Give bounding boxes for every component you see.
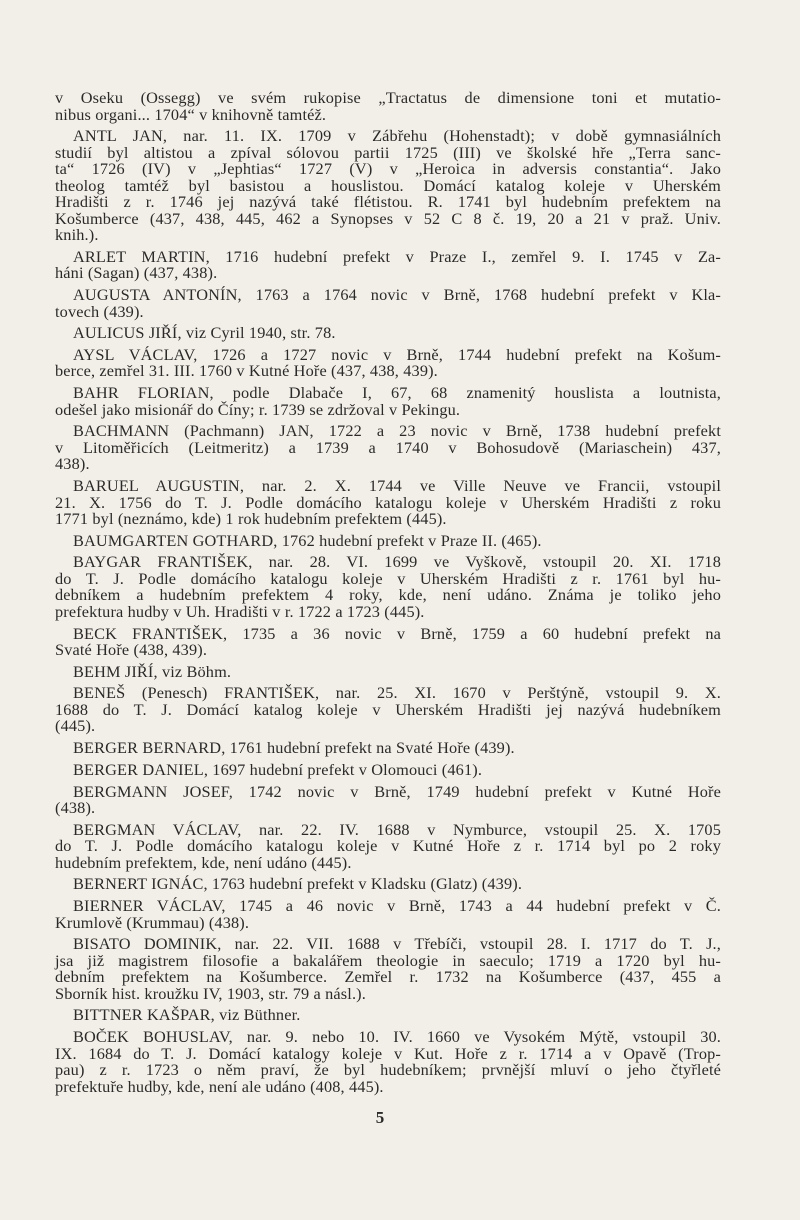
entry-paragraph [55,740,721,757]
entry-paragraph [55,128,721,244]
text-line: BENEŠ (Penesch) FRANTIŠEK, nar. 25. XI. 1670 v Perštýně, vstoupil 9. X. [73,683,721,703]
text-line: BAHR FLORIAN, podle Dlabače I, 67, 68 znamenitý houslista a loutnista, [73,383,721,403]
text-line: AUGUSTA ANTONÍN, 1763 a 1764 novic v Brně, 1768 hudební prefekt v Kla- [73,285,721,305]
text-line: odešel jako misionář do Číny; r. 1739 se zdržoval v Pekingu. [55,399,461,419]
text-line: tovech (439). [55,301,144,321]
text-line: knih.). [55,225,99,245]
text-line: debníkem a hudebním prefektem 4 roky, kde, není udáno. Známa je toliko jeho [55,585,721,605]
text-line: Sborník hist. kroužku IV, 1903, str. 79 a násl.). [55,983,366,1003]
text-line: 21. X. 1756 do T. J. Podle domácího katalogu koleje v Uherském Hradišti z roku [55,492,721,512]
text-line: ANTL JAN, nar. 11. IX. 1709 v Zábřehu (Hohenstadt); v době gymnasiálních [73,126,721,146]
entry-paragraph [55,554,721,620]
entry-paragraph [55,385,721,418]
entry-paragraph [55,1029,721,1095]
text-line: prefektura hudby v Uh. Hradišti v r. 1722 a 1723 (445). [55,601,425,621]
entry-paragraph [55,325,721,342]
text-line: IX. 1684 do T. J. Domácí katalogy koleje v Kut. Hoře z r. 1714 a v Opavě (Trop- [55,1043,721,1063]
text-line: 438). [55,454,90,474]
text-line: Krumlově (Krummau) (438). [55,912,250,932]
text-line: nibus organi... 1704“ v knihovně tamtéž. [55,104,327,124]
text-line: BITTNER KAŠPAR, viz Büthner. [73,1005,301,1025]
text-line: pau) z r. 1723 o něm praví, že byl hudebníkem; prvnější mluví o jeho čtyřleté [55,1060,721,1080]
entry-paragraph [55,623,721,660]
text-line: berce, zemřel 31. III. 1760 v Kutné Hoře (437, 438, 439). [55,361,438,381]
text-line: BERNERT IGNÁC, 1763 hudební prefekt v Kladsku (Glatz) (439). [73,874,523,894]
entry-paragraph [55,759,721,779]
text-line: Košumberce (437, 438, 445, 462 a Synopses v 52 C 8 č. 19, 20 a 21 v praž. Univ. [55,208,721,228]
text-line: jsa již magistrem filosofie a bakalářem theologie in saeculo; 1719 a 1720 byl hu- [55,950,721,970]
text-line: ARLET MARTIN, 1716 hudební prefekt v Praze I., zemřel 9. I. 1745 v Za- [73,246,721,266]
text-line: do T. J. Podle domácího katalogu koleje v Uherském Hradišti z r. 1761 byl hu- [55,568,721,588]
text-line: BERGMAN VÁCLAV, nar. 22. IV. 1688 v Nymburce, vstoupil 25. X. 1705 [73,819,721,839]
entry-paragraph [55,661,721,681]
entry-paragraph [55,423,721,473]
text-line: theolog tamtéž byl basistou a houslistou. Domácí katalog koleje v Uherském [55,175,721,195]
entry-paragraph [55,246,721,283]
text-line: BISATO DOMINIK, nar. 22. VII. 1688 v Třebíči, vstoupil 28. I. 1717 do T. J., [73,934,721,954]
text-line: Hradišti z r. 1746 jej nazývá také flétistou. R. 1741 byl hudebním prefektem na [55,192,721,212]
entry-paragraph [55,781,721,817]
entry-paragraph [55,287,721,320]
page-body [55,90,721,1100]
entry-paragraph [55,898,721,931]
text-line: BIERNER VÁCLAV, 1745 a 46 novic v Brně, 1743 a 44 hudební prefekt v Č. [73,896,721,916]
text-line: 1688 do T. J. Domácí katalog koleje v Uherském Hradišti jej nazývá hudebníkem [55,699,721,719]
entry-paragraph [55,530,721,550]
text-line: BACHMANN (Pachmann) JAN, 1722 a 23 novic v Brně, 1738 hudební prefekt [73,421,721,441]
entry-paragraph [55,936,721,1002]
text-line: BARUEL AUGUSTIN, nar. 2. X. 1744 ve Ville Neuve ve Francii, vstoupil [73,476,721,495]
text-line: do T. J. Podle domácího katalogu koleje v Kutné Hoře z r. 1714 byl po 2 roky [55,836,721,856]
entry-paragraph [55,685,721,735]
text-line: BERGMANN JOSEF, 1742 novic v Brně, 1749 hudební prefekt v Kutné Hoře [73,781,721,801]
text-line: hudebním prefektem, kde, není udáno (445). [55,852,352,872]
text-line: BEHM JIŘÍ, viz Böhm. [73,661,232,681]
text-line: BAUMGARTEN GOTHARD, 1762 hudební prefekt v Praze II. (465). [73,530,542,550]
text-line: ta“ 1726 (IV) v „Jephtias“ 1727 (V) v „Heroica in adversis constantia“. Jako [55,159,721,179]
text-line: v Litoměřicích (Leitmeritz) a 1739 a 1740 v Bohosudově (Mariaschein) 437, [55,437,721,457]
entry-paragraph [55,819,721,872]
entry-paragraph [55,1007,721,1024]
text-line: Svaté Hoře (438, 439). [55,640,208,660]
text-line: (445). [55,716,96,736]
text-line: BERGER DANIEL, 1697 hudební prefekt v Olomouci (461). [73,759,483,779]
text-line: BECK FRANTIŠEK, 1735 a 36 novic v Brně, 1759 a 60 hudební prefekt na [73,623,721,643]
text-line: 1771 byl (neznámo, kde) 1 rok hudebním prefektem (445). [55,509,447,528]
text-line: BOČEK BOHUSLAV, nar. 9. nebo 10. IV. 1660 ve Vysokém Mýtě, vstoupil 30. [73,1027,721,1047]
entry-paragraph [55,344,721,381]
text-line: BAYGAR FRANTIŠEK, nar. 28. VI. 1699 ve Vyškově, vstoupil 20. XI. 1718 [73,552,721,572]
text-line: háni (Sagan) (437, 438). [55,263,218,283]
continued-paragraph [55,90,721,123]
text-line: debním prefektem na Košumberce. Zemřel r. 1732 na Košumberce (437, 455 a [55,967,721,987]
entry-paragraph [55,876,721,893]
text-line: v Oseku (Ossegg) ve svém rukopise „Tractatus de dimensione toni et mutatio- [55,88,721,107]
page-number: 5 [375,1108,385,1127]
text-line: prefektuře hudby, kde, není ale udáno (408, 445). [55,1076,384,1096]
text-line: AYSL VÁCLAV, 1726 a 1727 novic v Brně, 1744 hudební prefekt na Košum- [73,344,721,364]
entry-paragraph [55,478,721,528]
text-line: studií byl altistou a zpíval sólovou partii 1725 (III) ve školské hře „Terra sanc- [55,142,721,162]
text-line: AULICUS JIŘÍ, viz Cyril 1940, str. 78. [73,323,336,343]
text-line: (438). [55,798,96,817]
text-line: BERGER BERNARD, 1761 hudební prefekt na Svaté Hoře (439). [73,738,515,758]
